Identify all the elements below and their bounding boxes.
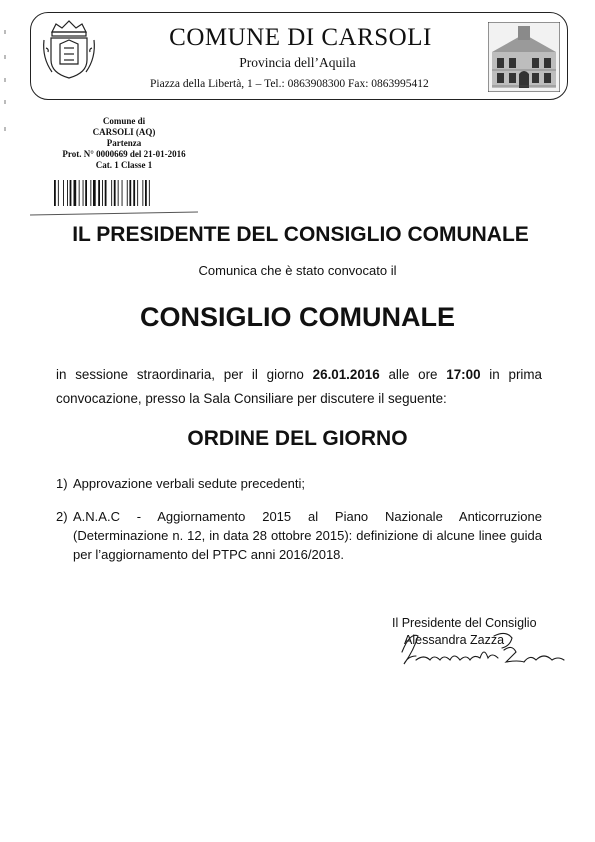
barcode-bar bbox=[105, 180, 107, 206]
barcode-bar bbox=[122, 180, 123, 206]
barcode-bar bbox=[145, 180, 147, 206]
barcode-bar bbox=[118, 180, 119, 206]
barcode-bar bbox=[70, 180, 72, 206]
barcode-bar bbox=[79, 180, 80, 206]
town-name: COMUNE DI CARSOLI bbox=[169, 24, 432, 51]
stamp-line-3: Partenza bbox=[106, 138, 142, 148]
stamp-protocol-number: Prot. N° 0000669 del 21-01-2016 bbox=[62, 149, 186, 159]
document-heading: IL PRESIDENTE DEL CONSIGLIO COMUNALE bbox=[72, 223, 529, 246]
province-name: Provincia dell’Aquila bbox=[239, 55, 356, 70]
barcode-bar bbox=[127, 180, 128, 206]
barcode-bar bbox=[142, 180, 143, 206]
agenda-item bbox=[56, 474, 542, 493]
barcode-bar bbox=[102, 180, 103, 206]
agenda-item-text: Approvazione verbali sedute precedenti; bbox=[73, 476, 305, 491]
signature-title: Il Presidente del Consiglio bbox=[392, 616, 537, 630]
agenda-item bbox=[56, 507, 542, 564]
barcode-bar bbox=[93, 180, 96, 206]
agenda-title: ORDINE DEL GIORNO bbox=[187, 427, 408, 450]
barcode-bar bbox=[58, 180, 59, 206]
barcode-bar bbox=[74, 180, 77, 206]
session-time: 17:00 bbox=[446, 367, 481, 382]
convocation-intro: Comunica che è stato convocato il bbox=[198, 263, 397, 278]
agenda-item-number: 1) bbox=[56, 476, 68, 491]
session-text-3: in prima convocazione, presso la Sala Consiliare per discutere il seguente: bbox=[56, 367, 542, 406]
session-date: 26.01.2016 bbox=[312, 367, 380, 382]
barcode-bar bbox=[133, 180, 135, 206]
town-hall-address: Piazza della Libertà, 1 – Tel.: 0863908300 Fax: 0863995412 bbox=[150, 78, 429, 90]
barcode-bar bbox=[98, 180, 100, 206]
stamp-classification: Cat. 1 Classe 1 bbox=[95, 160, 153, 170]
session-text-2: alle ore bbox=[379, 367, 447, 382]
signatory-name: Alessandra Zazza bbox=[404, 633, 505, 647]
session-text-1: in sessione straordinaria, per il giorno bbox=[56, 367, 313, 382]
session-details bbox=[56, 363, 542, 411]
margin-marks bbox=[0, 0, 12, 842]
barcode-bar bbox=[54, 180, 56, 206]
barcode-bar bbox=[114, 180, 116, 206]
barcode-bar bbox=[83, 180, 84, 206]
council-title: CONSIGLIO COMUNALE bbox=[140, 302, 455, 332]
stamp-line-1: Comune di bbox=[102, 116, 146, 126]
barcode-bar bbox=[149, 180, 150, 206]
barcode-bar bbox=[137, 180, 138, 206]
protocol-stamp bbox=[44, 116, 204, 171]
barcode-bar bbox=[129, 180, 131, 206]
agenda-item-number: 2) bbox=[56, 509, 68, 524]
barcode-bar bbox=[67, 180, 68, 206]
barcode-bar bbox=[85, 180, 87, 206]
protocol-barcode bbox=[54, 180, 186, 206]
barcode-bar bbox=[90, 180, 91, 206]
handwritten-signature bbox=[394, 626, 574, 674]
stamp-divider bbox=[30, 212, 198, 216]
barcode-bar bbox=[111, 180, 112, 206]
agenda-item-text: A.N.A.C - Aggiornamento 2015 al Piano Nazionale Anticorruzione (Determinazione n. 12, in data 28 ottobre 2015): definizione di alcune linee guida per l’aggiornamento del PTPC anni 2016/2018. bbox=[73, 509, 542, 562]
barcode-bar bbox=[63, 180, 64, 206]
stamp-line-2: CARSOLI (AQ) bbox=[92, 127, 156, 137]
